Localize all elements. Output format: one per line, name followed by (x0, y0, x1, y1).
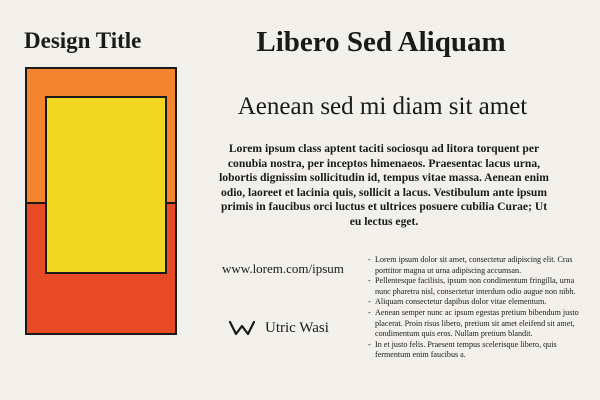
company-name: Utric Wasi (265, 320, 329, 336)
list-item: - Aenean semper nunc ac ipsum egestas pretium bibendum justo placerat. Proin risus libero, pretium sit amet eleifend sit amet, condimentum quis eros. Nullam pretium blandit. (368, 308, 590, 340)
yellow-block (45, 96, 167, 274)
wave-logo-icon (228, 319, 258, 337)
website-url: www.lorem.com/ipsum (222, 261, 344, 276)
list-item: - Lorem ipsum dolor sit amet, consectetur adipiscing elit. Cras porttitor magna ut urna adipiscing accumsan. (368, 255, 590, 276)
subtitle: Aenean sed mi diam sit amet (237, 93, 528, 120)
body-paragraph: Lorem ipsum class aptent taciti sociosqu ad litora torquent per conubia nostra, per inceptos himenaeos. Praesentac lacus urna, lobortis dignissim sollicitudin id, tempus vitae massa. Aenean enim odio, laoreet et lacinia quis, sollicit a lacus. Vestibulum ante ipsum primis in faucibus orci luctus et ultrices posuere cubilia Curae; Ut eu lectus eget. (219, 142, 549, 228)
list-item: - Pellentesque facilisis, ipsum non condimentum fringilla, urna nunc pharetra nisl, consectetur interdum odio augue non nibh. (368, 276, 590, 297)
design-title: Design Title (24, 28, 142, 53)
main-title: Libero Sed Aliquam (256, 26, 506, 58)
bullet-list (368, 255, 590, 361)
list-item: - In et justo felis. Praesent tempus scelerisque libero, quis fermentum enim faucibus a. (368, 340, 590, 361)
list-item: - Aliquam consectetur dapibus dolor vitae elementum. (368, 297, 590, 308)
